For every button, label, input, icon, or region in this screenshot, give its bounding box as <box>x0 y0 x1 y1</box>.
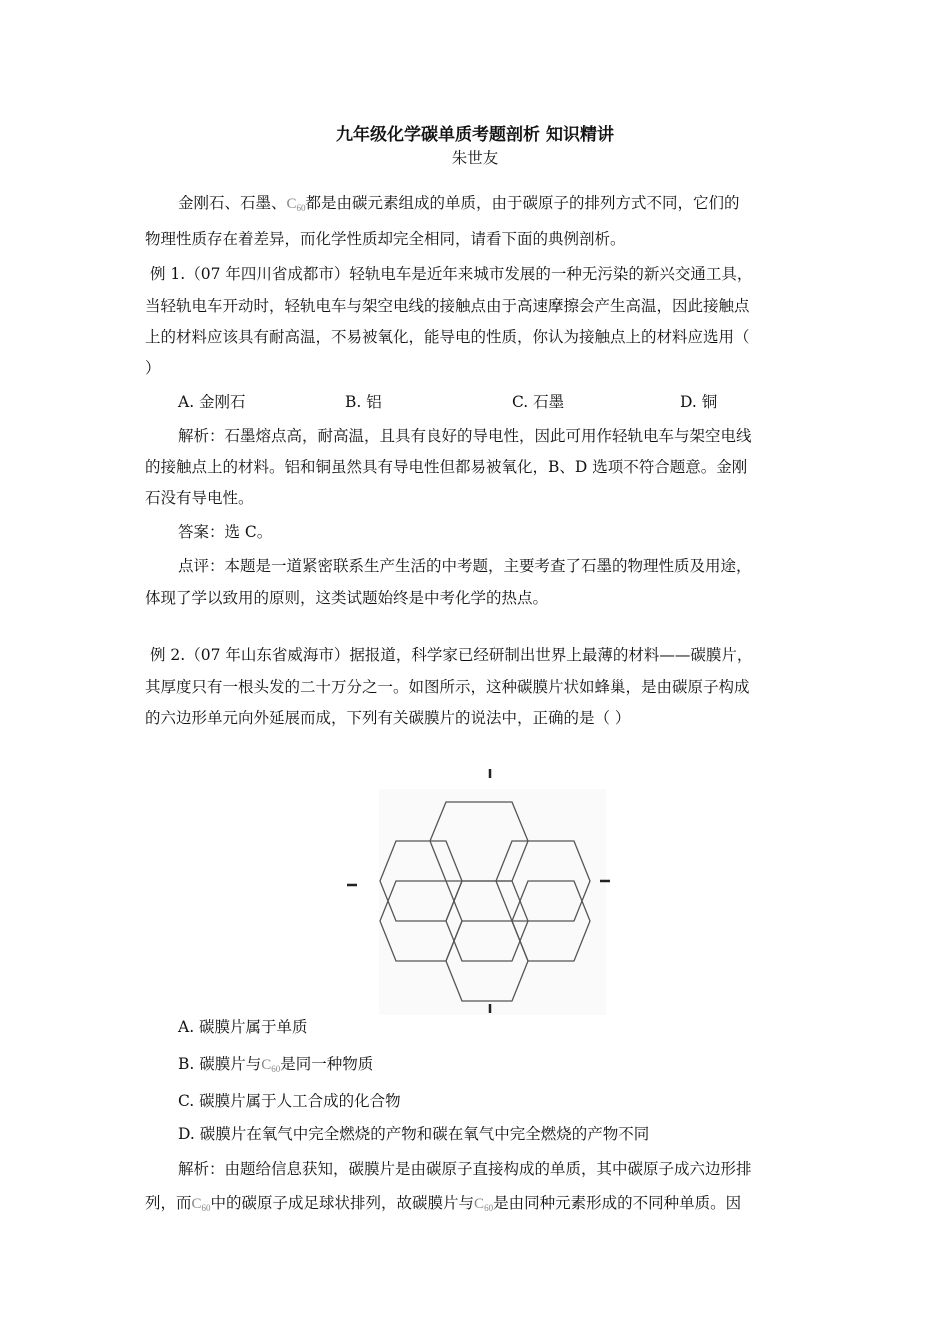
c60-formula: $C_{60}$ <box>261 1057 281 1074</box>
author: 朱世友 <box>451 149 499 167</box>
ex2-option-d: D. 碳膜片在氧气中完全燃烧的产物和碳在氧气中完全燃烧的产物不同 <box>178 1125 650 1143</box>
c60-formula: $C_{60}$ <box>191 1196 211 1213</box>
ex1-line-2: 当轻轨电车开动时，轻轨电车与架空电线的接触点由于高速摩擦会产生高温，因此接触点 <box>145 297 750 315</box>
ex1-option-d: D. 铜 <box>680 393 718 411</box>
ex1-line-3: 上的材料应该具有耐高温，不易被氧化，能导电的性质，你认为接触点上的材料应选用（ <box>145 328 750 346</box>
ex1-analysis-1: 解析：石墨熔点高，耐高温，且具有良好的导电性，因此可用作轻轨电车与架空电线 <box>178 427 752 445</box>
page-title: 九年级化学碳单质考题剖析 知识精讲 <box>336 125 614 145</box>
ex1-option-b: B. 铝 <box>345 393 382 411</box>
ex1-option-c: C. 石墨 <box>512 393 565 411</box>
ex2-analysis-1: 解析：由题给信息获知，碳膜片是由碳原子直接构成的单质，其中碳原子成六边形排 <box>178 1160 752 1178</box>
c60-formula: $C_{60}$ <box>286 196 306 213</box>
ex2-analysis-2: 列，而$C_{60}$中的碳原子成足球状排列，故碳膜片与$C_{60}$是由同种元素形成的不同种单质。因 <box>145 1194 742 1213</box>
carbon-film-honeycomb-figure <box>333 769 620 1015</box>
ex2-option-c: C. 碳膜片属于人工合成的化合物 <box>178 1092 401 1110</box>
intro-line-1: 金刚石、石墨、$C_{60}$都是由碳元素组成的单质，由于碳原子的排列方式不同，它们的 <box>178 194 740 213</box>
ex2-line-3: 的六边形单元向外延展而成，下列有关碳膜片的说法中，正确的是（ ） <box>145 709 631 727</box>
ex1-line-4: ） <box>145 359 161 377</box>
ex1-comment-1: 点评：本题是一道紧密联系生产生活的中考题，主要考查了石墨的物理性质及用途， <box>178 557 752 575</box>
intro-line-2: 物理性质存在着差异，而化学性质却完全相同，请看下面的典例剖析。 <box>145 230 626 248</box>
ex1-comment-2: 体现了学以致用的原则，这类试题始终是中考化学的热点。 <box>145 589 549 607</box>
figure-background <box>379 789 606 1015</box>
ex2-line-1: 例 2.（07 年山东省威海市）据报道，科学家已经研制出世界上最薄的材料——碳膜片， <box>150 646 753 664</box>
ex1-answer: 答案：选 C。 <box>178 523 273 541</box>
ex2-option-b: B. 碳膜片与$C_{60}$是同一种物质 <box>178 1055 374 1074</box>
ex1-analysis-3: 石没有导电性。 <box>145 489 254 507</box>
ex1-option-a: A. 金刚石 <box>178 393 246 411</box>
ex2-line-2: 其厚度只有一根头发的二十万分之一。如图所示，这种碳膜片状如蜂巢，是由碳原子构成 <box>145 678 750 696</box>
ex1-line-1: 例 1.（07 年四川省成都市）轻轨电车是近年来城市发展的一种无污染的新兴交通工具， <box>150 265 753 283</box>
ex2-option-a: A. 碳膜片属于单质 <box>178 1018 308 1036</box>
ex1-analysis-2: 的接触点上的材料。铝和铜虽然具有导电性但都易被氧化，B、D 选项不符合题意。金刚 <box>145 458 748 476</box>
c60-formula: $C_{60}$ <box>474 1196 494 1213</box>
